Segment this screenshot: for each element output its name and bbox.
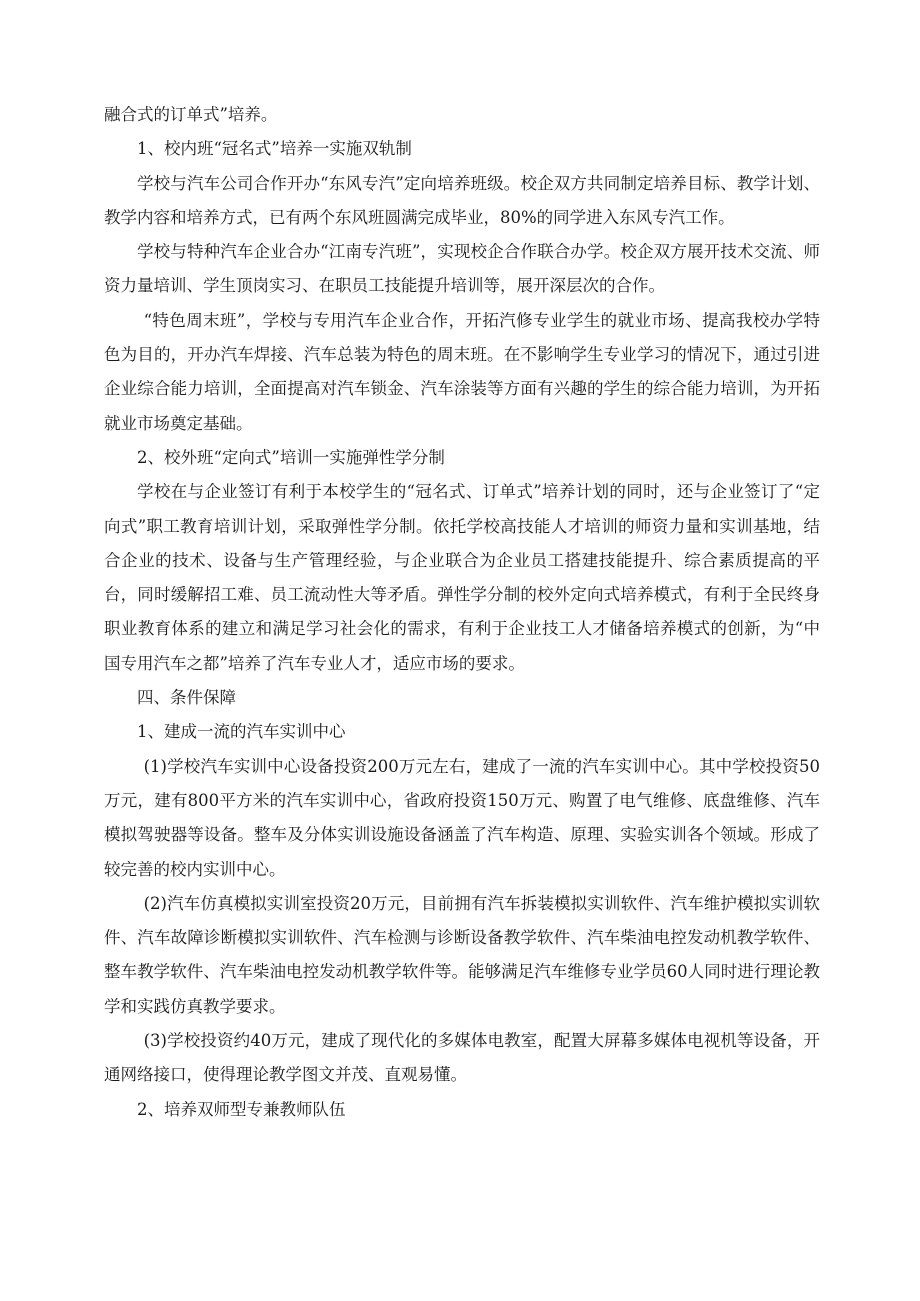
subheading-training-center: 1、建成一流的汽车实训中心 — [137, 722, 346, 742]
subheading-teacher-team: 2、培养双师型专兼教师队伍 — [137, 1099, 346, 1119]
paragraph-flexible-credit: 学校在与企业签订有利于本校学生的“冠名式、订单式”培养计划的同时，还与企业签订了“定向式”职工教育培训计划，采取弹性学分制。依托学校高技能人才培训的师资力量和实训基地，结合企业的技术、设备与生产管理经验，与企业联合为企业员工搭建技能提升、综合素质提高的平台，同时缓解招工难、员工流动性大等矛盾。弹性学分制的校外定向式培养模式，有利于全民终身职业教育体系的建立和满足学习社会化的需求，有利于企业技工人才储备培养模式的创新，为“中国专用汽车之都”培养了汽车专业人才，适应市场的要求。 — [104, 482, 820, 673]
paragraph-weekend-class: “特色周末班”，学校与专用汽车企业合作，开拓汽修专业学生的就业市场、提高我校办学特色为目的，开办汽车焊接、汽车总装为特色的周末班。在不影响学生专业学习的情况下，通过引进企业综合能力培训，全面提高对汽车锁金、汽车涂装等方面有兴趣的学生的综合能力培训，为开拓就业市场奠定基础。 — [104, 310, 820, 433]
document-body — [104, 98, 820, 1127]
paragraph-item-1: (1)学校汽车实训中心设备投资200万元左右，建成了一流的汽车实训中心。其中学校投资50万元，建有800平方米的汽车实训中心，省政府投资150万元、购置了电气维修、底盘维修、汽车模拟驾驶器等设备。整车及分体实训设施设备涵盖了汽车构造、原理、实验实训各个领域。形成了较完善的校内实训中心。 — [104, 756, 820, 879]
subheading-in-school-class: 1、校内班“冠名式”培养一实施双轨制 — [137, 139, 412, 159]
section-heading-conditions: 四、条件保障 — [137, 688, 236, 708]
paragraph-jiangnan-class: 学校与特种汽车企业合办“江南专汽班”，实现校企合作联合办学。校企双方展开技术交流、师资力量培训、学生顶岗实习、在职员工技能提升培训等，展开深层次的合作。 — [104, 242, 820, 296]
paragraph-dongfeng-class: 学校与汽车公司合作开办“东风专汽”定向培养班级。校企双方共同制定培养目标、教学计划、教学内容和培养方式，已有两个东风班圆满完成毕业，80%的同学进入东风专汽工作。 — [104, 173, 820, 227]
paragraph-item-3: (3)学校投资约40万元，建成了现代化的多媒体电教室，配置大屏幕多媒体电视机等设备，开通网络接口，使得理论教学图文并茂、直观易懂。 — [104, 1031, 820, 1085]
paragraph-continuation: 融合式的订单式”培养。 — [104, 105, 278, 124]
subheading-off-school-class: 2、校外班“定向式”培训一实施弹性学分制 — [137, 447, 445, 467]
paragraph-item-2: (2)汽车仿真模拟实训室投资20万元，目前拥有汽车拆装模拟实训软件、汽车维护模拟实训软件、汽车故障诊断模拟实训软件、汽车检测与诊断设备教学软件、汽车柴油电控发动机教学软件、整车教学软件、汽车柴油电控发动机教学软件等。能够满足汽车维修专业学员60人同时进行理论教学和实践仿真教学要求。 — [104, 893, 820, 1016]
